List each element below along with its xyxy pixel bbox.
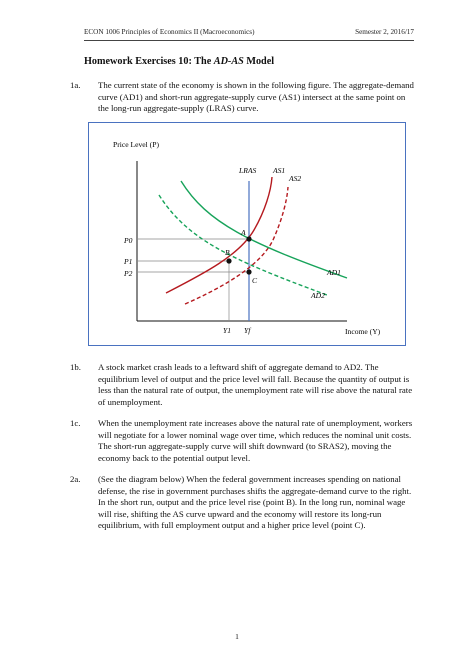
ad1-label: AD1: [327, 268, 341, 277]
ad2-label: AD2: [311, 291, 325, 300]
paragraph-text: When the unemployment rate increases above the natural rate of unemployment, workers will negotiate for a lower nominal wage over time, which reduces the nominal unit costs. The short-run aggregate-supply curve will shift downward (to SRAS2), moving the economy back to the potential output level.: [98, 418, 413, 463]
point-b-label: B: [225, 248, 230, 257]
point-b-marker: [226, 258, 231, 263]
header-semester: Semester 2, 2016/17: [355, 28, 414, 36]
ad1-curve: [181, 181, 347, 278]
point-a-marker: [246, 236, 251, 241]
paragraph-text: A stock market crash leads to a leftward shift of aggregate demand to AD2. The equilibrium level of output and the price level will fall. Because the quantity of output is less than the natural rate of output, the unemployment rate will rise above the natural rate of unemployment.: [98, 362, 413, 407]
paragraph-text: The current state of the economy is shown in the following figure. The aggregate-demand curve (AD1) and short-run aggregate-supply curve (AS1) intersect at the same point on the long-run aggregate-supply (LRAS) curve.: [98, 80, 414, 114]
p0-tick-label: P0: [124, 236, 133, 245]
y-axis-label: Price Level (P): [113, 140, 159, 149]
paragraph-label: 1b.: [70, 362, 81, 372]
page-title: Homework Exercises 10: The AD-AS Model: [84, 56, 275, 67]
point-a-label: A: [241, 228, 246, 237]
header-course: ECON 1006 Principles of Economics II (Macroeconomics): [84, 28, 255, 36]
y1-tick-label: Y1: [223, 326, 232, 335]
paragraph-1b: [70, 362, 414, 408]
point-c-marker: [246, 269, 251, 274]
x-axis-label: Income (Y): [345, 327, 381, 336]
ad-as-figure: [88, 122, 406, 346]
lras-label: LRAS: [239, 166, 257, 175]
paragraph-label: 2a.: [70, 474, 81, 484]
paragraph-label: 1a.: [70, 80, 81, 90]
paragraph-label: 1c.: [70, 418, 81, 428]
paragraph-1c: [70, 418, 414, 464]
point-c-label: C: [252, 276, 258, 285]
p2-tick-label: P2: [124, 269, 133, 278]
header-rule: [84, 40, 414, 41]
paragraph-1a: [70, 80, 414, 115]
ad-as-diagram: [89, 123, 405, 345]
yf-tick-label: Yf: [244, 326, 251, 335]
p1-tick-label: P1: [124, 257, 133, 266]
as2-label: AS2: [289, 174, 302, 183]
paragraph-text: (See the diagram below) When the federal government increases spending on national defense, the rise in government purchases shifts the aggregate-demand curve to the right. In the short run, output and the price level rise (point B). In the long run, nominal wage will rise, shifting the AS curve upward and the economy will restore its long-run equilibrium, with full employment output and a higher price level (point C).: [98, 474, 412, 531]
page-number: 1: [235, 632, 239, 641]
as1-label: AS1: [273, 166, 286, 175]
paragraph-2a: [70, 474, 414, 532]
